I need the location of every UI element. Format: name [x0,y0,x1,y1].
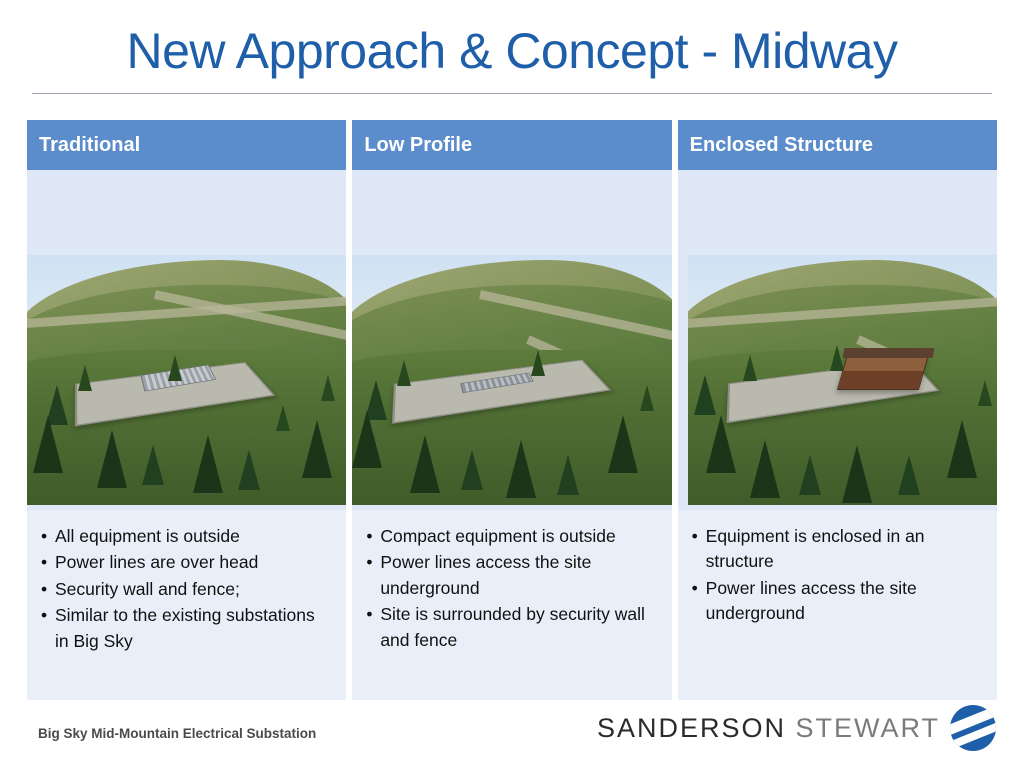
column-header: Low Profile [352,120,671,170]
tree-icon [78,365,92,391]
list-item: • All equipment is outside [41,524,332,549]
tree-icon [694,375,716,415]
tree-icon [461,450,483,490]
tree-icon [743,355,757,381]
tree-icon [506,440,536,498]
tree-icon [321,375,335,401]
bullet-list [692,524,983,627]
column-image-cell [678,170,997,510]
column-body [678,510,997,700]
tree-icon [978,380,992,406]
tree-icon [276,405,290,431]
bullet-list [41,524,332,654]
rendering-enclosed-structure [688,255,997,505]
rendering-traditional [27,255,346,505]
tree-icon [397,360,411,386]
logo-word-stewart: STEWART [795,712,940,743]
tree-icon [142,445,164,485]
bullet-list [366,524,657,653]
list-item: • Similar to the existing substations in Big Sky [41,603,332,654]
comparison-table [27,120,997,700]
table-column-traditional [27,120,346,700]
logo-word-sanderson: SANDERSON [596,712,786,743]
tree-icon [531,350,545,376]
tree-icon [640,385,654,411]
page-title: New Approach & Concept - Midway [126,23,898,79]
column-body [27,510,346,700]
tree-icon [302,420,332,478]
tree-icon [33,415,63,473]
tree-icon [706,415,736,473]
tree-icon [799,455,821,495]
enclosed-building [837,355,929,390]
tree-icon [193,435,223,493]
list-item: • Equipment is enclosed in an structure [692,524,983,575]
company-logo [597,705,996,751]
list-item: • Site is surrounded by security wall and fence [366,602,657,653]
list-item: • Security wall and fence; [41,577,332,602]
tree-icon [750,440,780,498]
list-item: • Power lines are over head [41,550,332,575]
tree-icon [830,345,844,371]
tree-icon [410,435,440,493]
table-column-low-profile [352,120,671,700]
list-item: • Compact equipment is outside [366,524,657,549]
tree-icon [352,410,382,468]
tree-icon [168,355,182,381]
tree-icon [898,455,920,495]
tree-icon [608,415,638,473]
tree-icon [947,420,977,478]
list-item: • Power lines access the site underground [366,550,657,601]
tree-icon [238,450,260,490]
column-image-cell [352,170,671,510]
rendering-low-profile [352,255,671,505]
logo-wordmark [597,713,940,744]
column-body [352,510,671,700]
table-column-enclosed-structure [678,120,997,700]
column-image-cell [27,170,346,510]
list-item: • Power lines access the site underground [692,576,983,627]
column-header: Enclosed Structure [678,120,997,170]
tree-icon [557,455,579,495]
logo-globe-icon [950,705,996,751]
tree-icon [842,445,872,503]
footer-note: Big Sky Mid-Mountain Electrical Substation [38,726,317,741]
tree-icon [97,430,127,488]
title-divider [32,93,992,94]
column-header: Traditional [27,120,346,170]
